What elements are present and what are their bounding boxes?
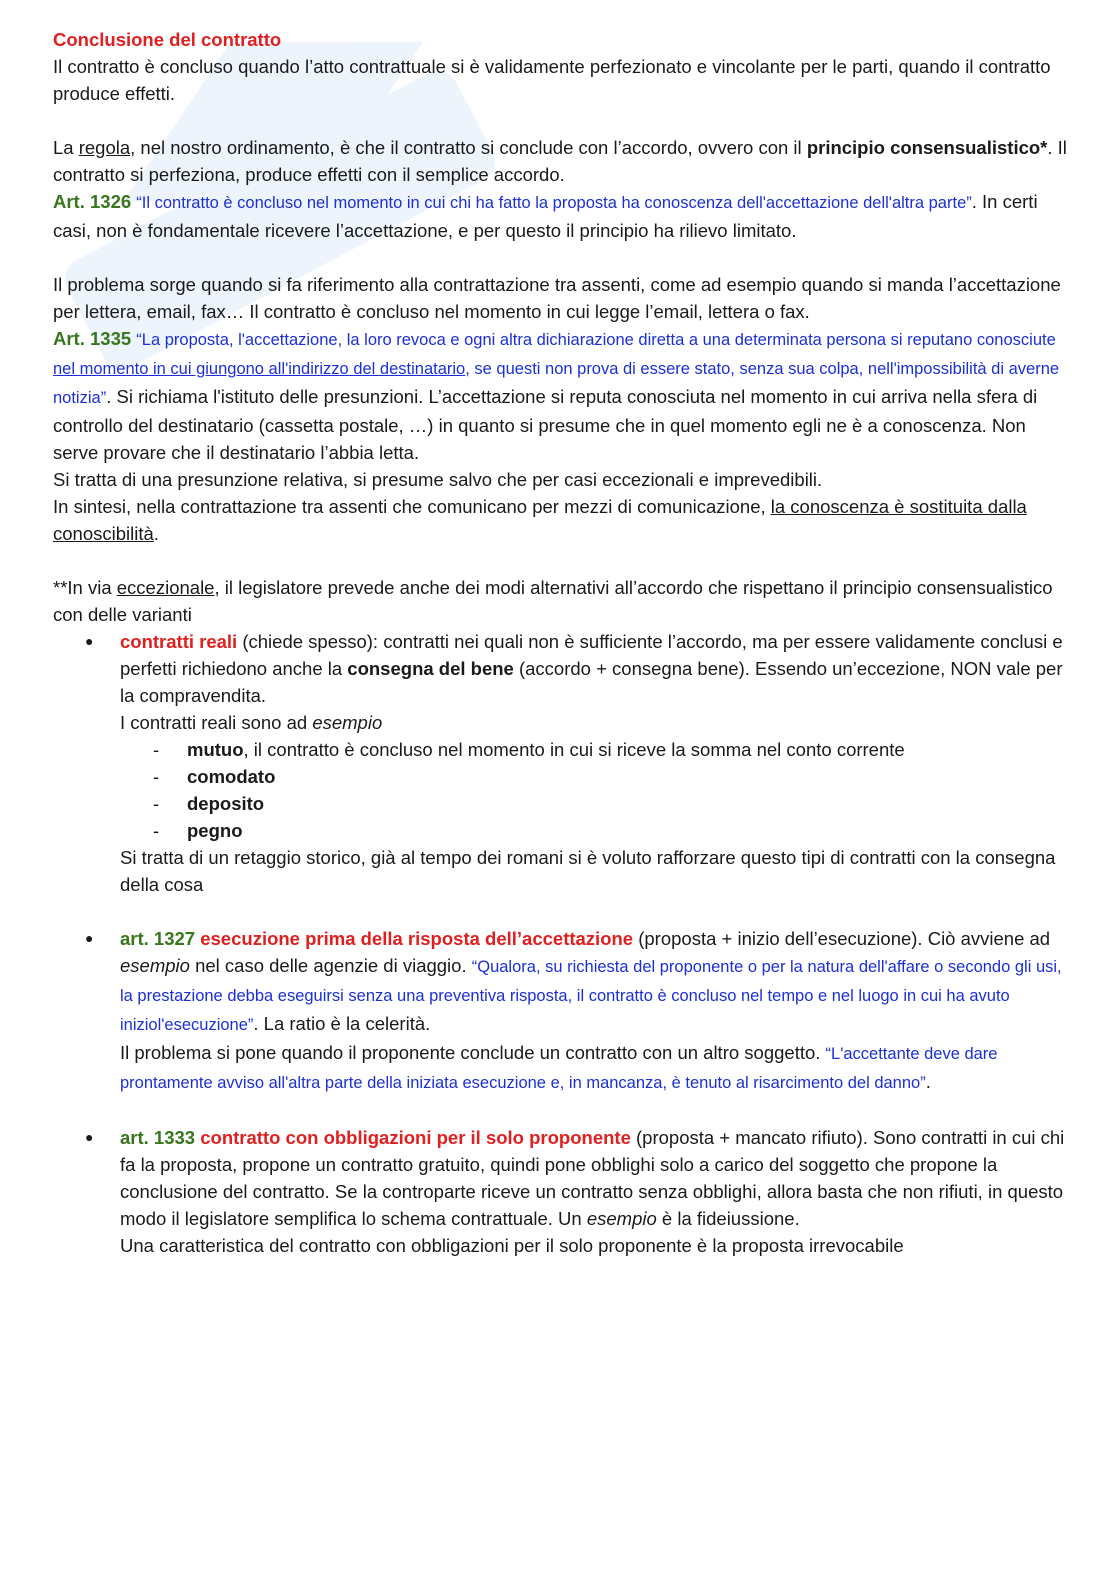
list-item: - mutuo, il contratto è concluso nel momento in cui si riceve la somma nel conto corrente: [120, 736, 1073, 763]
spacer: [53, 244, 1073, 271]
article-label: art. 1333: [120, 1127, 196, 1148]
examples-sublist: [120, 736, 1073, 844]
list-item: ● art. 1333 contratto con obbligazioni per il solo proponente (proposta + mancato rifiuto). Sono contratti in cui chi fa la proposta, propone un contratto gratuito, quindi pone obblighi solo a carico del soggetto che propone la conclusione del contratto. Se la controparte riceve un contratto senza obblighi, allora basta che non rifiuti, in questo modo il legislatore semplifica lo schema contrattuale. Un esempio è la fideiussione. Una caratteristica del contratto con obbligazioni per il solo proponente è la proposta irrevocabile: [53, 1124, 1073, 1259]
list-item: ● contratti reali (chiede spesso): contratti nei quali non è sufficiente l’accordo, ma per essere validamente conclusi e perfetti richiedono anche la consegna del bene (accordo + consegna bene). Essendo un’eccezione, NON vale per la compravendita. I contratti reali sono ad esempio - mutuo, il contratto è concluso nel momento in cui si riceve la somma nel conto corrente - comodato - deposito - pegno Si tratta di un retaggio storico, già al tempo dei romani si è voluto rafforzare questo tipi di contratti con la consegna della cosa: [53, 628, 1073, 925]
article-quote: “Il contratto è concluso nel momento in cui chi ha fatto la proposta ha conoscenza dell'accettazione dell'altra parte”: [136, 194, 972, 212]
list-item: - pegno: [120, 817, 1073, 844]
exceptions-list: [53, 628, 1073, 1259]
list-item: - deposito: [120, 790, 1073, 817]
sintesi-paragraph: In sintesi, nella contrattazione tra assenti che comunicano per mezzi di comunicazione, la conoscenza è sostituita dalla conoscibilità.: [53, 496, 1027, 544]
list-item: - comodato: [120, 763, 1073, 790]
regola-underlined: regola: [78, 137, 131, 158]
presunzione-paragraph: Si tratta di una presunzione relativa, si presume salvo che per casi eccezionali e imprevedibili.: [53, 469, 823, 490]
principio-bold: principio consensualistico*: [806, 137, 1048, 158]
spacer: [53, 547, 1073, 574]
art-1335-paragraph: Art. 1335 “La proposta, l'accettazione, la loro revoca e ogni altra dichiarazione diretta a una determinata persona si reputano conosciute nel momento in cui giungono all'indirizzo del destinatario, se questi non prova di essere stato, senza sua colpa, nell'impossibilità di averne notizia”. Si richiama l'istituto delle presunzioni. L’accettazione si reputa conosciuta nel momento in cui arriva nella sfera di controllo del destinatario (cassetta postale, …) in quanto si presume che in quel momento egli ne è a conoscenza. Non serve provare che il destinatario l’abbia letta.: [53, 328, 1060, 463]
intro-paragraph: Il contratto è concluso quando l’atto contrattuale si è validamente perfezionato e vincolante per le parti, quando il contratto produce effetti.: [53, 56, 1051, 104]
article-quote: “La proposta, l'accettazione, la loro revoca e ogni altra dichiarazione diretta a una determinata persona si reputano conosciute nel momento in cui giungono all'indirizzo del destinatario, se questi non prova di essere stato, senza sua colpa, nell'impossibilità di averne notizia”: [53, 331, 1060, 407]
article-label: art. 1327: [120, 928, 196, 949]
article-label: Art. 1335: [53, 328, 132, 349]
assenti-paragraph: Il problema sorge quando si fa riferimento alla contrattazione tra assenti, come ad esempio quando si manda l’accettazione per lettera, email, fax… Il contratto è concluso nel momento in cui legge l’email, lettera o fax.: [53, 274, 1061, 322]
section-title: Conclusione del contratto: [53, 29, 282, 50]
consensualism-paragraph: La regola, nel nostro ordinamento, è che il contratto si conclude con l’accordo, ovvero con il principio consensualistico*. Il contratto si perfeziona, produce effetti con il semplice accordo.: [53, 137, 1067, 185]
article-label: Art. 1326: [53, 191, 132, 212]
eccezionale-paragraph: **In via eccezionale, il legislatore prevede anche dei modi alternativi all’accordo che rispettano il principio consensualistico con delle varianti: [53, 577, 1053, 625]
article-quote: “Qualora, su richiesta del proponente o per la natura dell'affare o secondo gli usi, la prestazione debba eseguirsi senza una preventiva risposta, il contratto è concluso nel tempo e nel luogo in cui ha avuto iniziol'esecuzione”: [120, 958, 1062, 1034]
bullet-title: contratto con obbligazioni per il solo proponente: [200, 1127, 631, 1148]
list-item: ● art. 1327 esecuzione prima della risposta dell’accettazione (proposta + inizio dell’esecuzione). Ciò avviene ad esempio nel caso delle agenzie di viaggio. “Qualora, su richiesta del proponente o per la natura dell'affare o secondo gli usi, la prestazione debba eseguirsi senza una preventiva risposta, il contratto è concluso nel tempo e nel luogo in cui ha avuto iniziol'esecuzione”. La ratio è la celerità. Il problema si pone quando il proponente conclude un contratto con un altro soggetto. “L'accettante deve dare prontamente avviso all'altra parte della iniziata esecuzione e, in mancanza, è tenuto al risarcimento del danno”.: [53, 925, 1073, 1124]
art-1326-paragraph: Art. 1326 “Il contratto è concluso nel momento in cui chi ha fatto la proposta ha conoscenza dell'accettazione dell'altra parte”. In certi casi, non è fondamentale ricevere l’accettazione, e per questo il principio ha rilievo limitato.: [53, 191, 1038, 241]
spacer: [53, 107, 1073, 134]
bullet-title: contratti reali: [120, 631, 238, 652]
document-page: [53, 26, 1073, 1259]
article-quote: “L'accettante deve dare prontamente avviso all'altra parte della iniziata esecuzione e, in mancanza, è tenuto al risarcimento del danno”: [120, 1045, 998, 1092]
bullet-title: esecuzione prima della risposta dell’accettazione: [200, 928, 634, 949]
